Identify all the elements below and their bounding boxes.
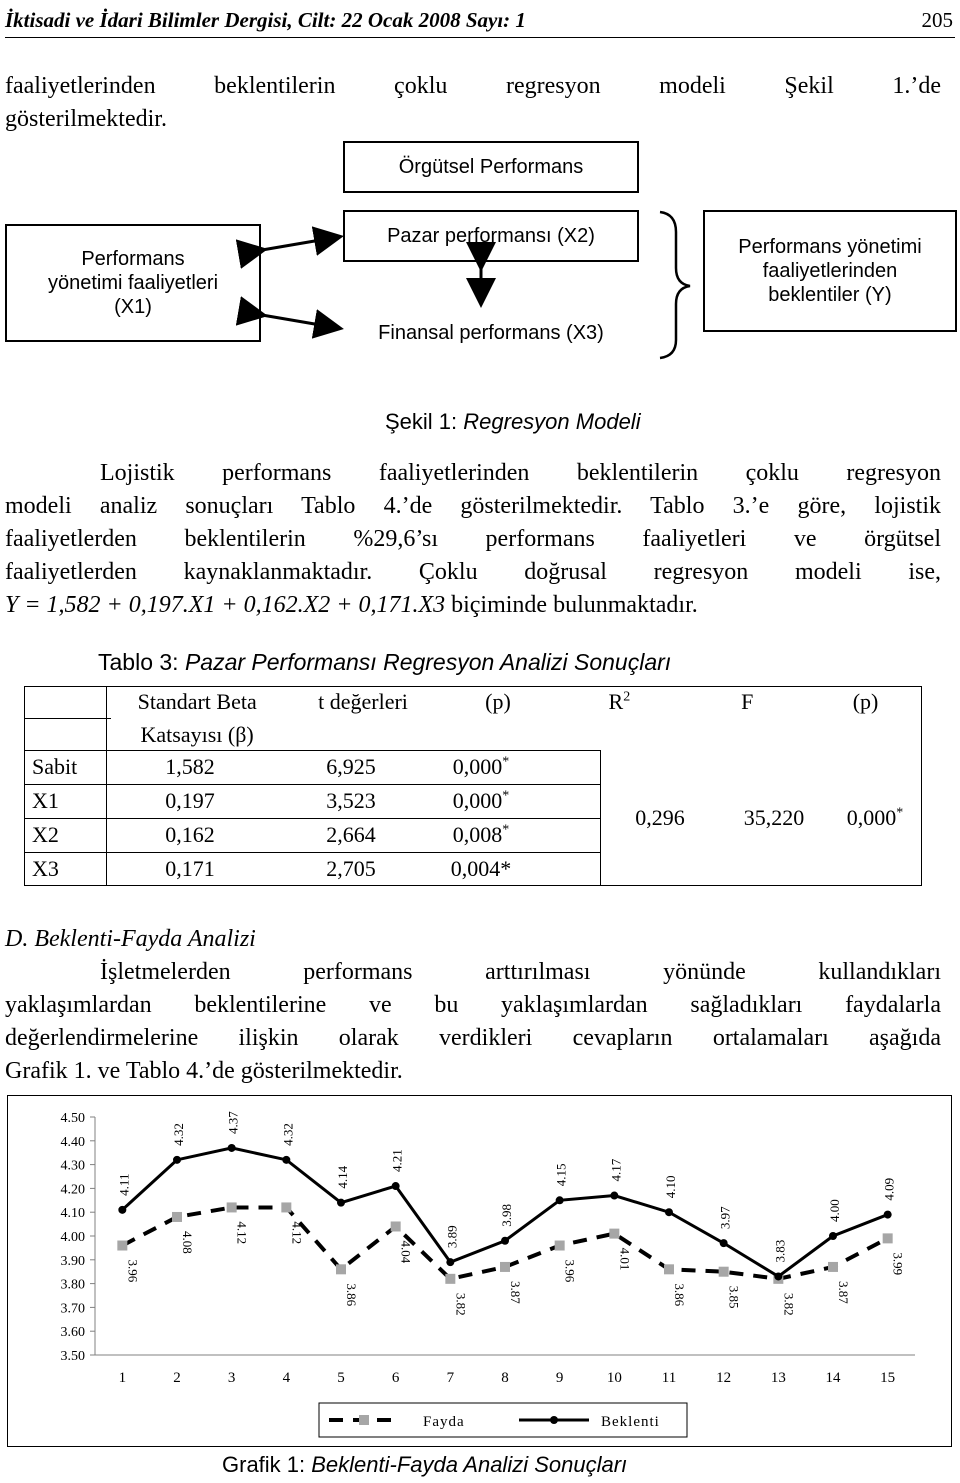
x1-label-line1: Performans	[81, 248, 185, 270]
beta-cell-text: 1,582	[165, 754, 215, 779]
header-t: t değerleri	[318, 689, 408, 715]
header-r2-label: R	[608, 689, 624, 715]
beklenti-point	[774, 1272, 782, 1280]
beklenti-point	[556, 1196, 564, 1204]
x-tick-label: 11	[661, 1370, 677, 1386]
x2-label: Pazar performansı (X2)	[387, 225, 595, 247]
table-row	[24, 852, 600, 886]
table-3-caption	[98, 649, 671, 676]
p-value-number: 0,000	[846, 805, 897, 830]
y-tick-label: 4.00	[60, 1230, 85, 1245]
beklenti-data-label: 4.37	[225, 1111, 241, 1134]
beklenti-data-label: 4.32	[280, 1123, 296, 1146]
y-tick-label: 4.30	[60, 1158, 85, 1174]
header-r2-sup: 2	[623, 689, 631, 705]
expectation-benefit-chart	[7, 1095, 952, 1447]
figure-1-caption	[385, 409, 641, 435]
beklenti-data-label: 4.00	[827, 1199, 842, 1222]
fayda-data-label: 4.12	[234, 1221, 250, 1245]
r2-value: 0,296	[635, 805, 685, 830]
section-d-line-2: yaklaşımlardan beklentilerine ve bu yaklaşımlardan sağladıkları faydalarla	[5, 992, 941, 1018]
row-label	[24, 754, 106, 780]
beklenti-data-label: 4.21	[389, 1149, 405, 1173]
beklenti-data-label: 4.10	[663, 1175, 678, 1199]
beklenti-point	[337, 1199, 345, 1207]
beklenti-point	[720, 1239, 728, 1247]
t-cell-text: 2,705	[326, 856, 376, 881]
x-tick-label: 8	[501, 1370, 509, 1386]
fayda-data-label: 4.04	[398, 1240, 414, 1264]
beklenti-data-label: 3.89	[444, 1225, 460, 1249]
fayda-data-label: 4.08	[180, 1230, 195, 1254]
beklenti-point	[173, 1156, 181, 1164]
beklenti-point	[884, 1211, 892, 1219]
fayda-point	[609, 1229, 619, 1239]
t-cell	[274, 754, 428, 780]
row-label	[24, 822, 106, 848]
p-cell	[428, 788, 534, 814]
section-d-line-3: değerlendirmelerine ilişkin olarak verdikleri cevapların ortalamaları aşağıda	[5, 1025, 941, 1051]
x-tick-label: 4	[282, 1370, 291, 1386]
f-value: 35,220	[743, 805, 805, 830]
journal-title: İktisadi ve İdari Bilimler Dergisi, Cilt: 22 Ocak 2008 Sayı: 1	[5, 8, 526, 32]
row-label-text: X3	[32, 856, 59, 881]
beta-cell	[106, 754, 274, 780]
figure-1-caption-title: Regresyon Modeli	[463, 409, 641, 434]
header-f: F	[741, 689, 754, 715]
page-number: 205	[921, 8, 953, 32]
beklenti-point	[228, 1144, 236, 1152]
x1-label-line2: yönetimi faaliyetleri	[47, 272, 219, 294]
beklenti-point	[665, 1208, 673, 1216]
body1-line-4: faaliyetlerden kaynaklanmaktadır. Çoklu doğrusal regresyon modeli ise,	[5, 559, 941, 585]
section-d-line-1: İşletmelerden performans arttırılması yönünde kullandıkları	[100, 959, 941, 985]
x-tick-label: 15	[880, 1370, 896, 1386]
beklenti-point	[829, 1232, 837, 1240]
regression-model-diagram	[0, 0, 960, 380]
x-tick-label: 12	[716, 1370, 732, 1386]
chart-caption-title: Beklenti-Fayda Analizi Sonuçları	[311, 1452, 628, 1477]
fayda-data-label: 4.12	[289, 1221, 305, 1245]
legend-fayda-marker	[359, 1415, 369, 1425]
x-tick-label: 9	[555, 1370, 564, 1386]
fayda-data-label: 3.87	[836, 1280, 851, 1304]
t-cell-text: 3,523	[326, 788, 376, 813]
intro-line-2: gösterilmektedir.	[5, 106, 167, 132]
fayda-point	[172, 1212, 182, 1222]
table-3-caption-title: Pazar Performansı Regresyon Analizi Sonuçları	[184, 649, 672, 675]
legend-beklenti-marker	[550, 1416, 558, 1424]
table-row	[24, 750, 600, 784]
fayda-point	[500, 1262, 510, 1272]
fayda-point	[227, 1202, 237, 1212]
body-paragraph-1	[5, 457, 941, 622]
table-row	[24, 818, 600, 852]
table-3-body	[24, 750, 600, 886]
fayda-point	[883, 1233, 893, 1243]
legend-fayda-label: Fayda	[423, 1414, 465, 1430]
fayda-point	[719, 1267, 729, 1277]
beklenti-point	[118, 1206, 126, 1214]
p-cell	[428, 754, 534, 780]
t-cell	[274, 856, 428, 882]
beta-cell-text: 0,171	[165, 856, 215, 881]
row-label-text: X1	[32, 788, 59, 813]
intro-line-1: faaliyetlerinden beklentilerin çoklu regresyon modeli Şekil 1.’de	[5, 73, 941, 99]
t-cell-text: 2,664	[326, 822, 376, 847]
beklenti-point	[501, 1237, 509, 1245]
beklenti-data-label: 4.15	[553, 1163, 569, 1187]
t-cell	[274, 822, 428, 848]
fayda-point	[281, 1202, 291, 1212]
table-row	[24, 784, 600, 818]
legend-beklenti-label: Beklenti	[601, 1414, 660, 1430]
body1-line-1: Lojistik performans faaliyetlerinden beklentilerin çoklu regresyon	[100, 460, 941, 486]
beklenti-point	[610, 1192, 618, 1200]
header-beta-line2: Katsayısı (β)	[140, 721, 254, 747]
beta-cell	[106, 788, 274, 814]
body1-equation-line	[5, 589, 941, 622]
fayda-data-label: 3.96	[125, 1259, 141, 1283]
fayda-point	[117, 1241, 127, 1251]
p-cell-text: 0,008	[452, 822, 503, 847]
beta-cell-text: 0,162	[165, 822, 215, 847]
fayda-data-label: 3.87	[508, 1280, 523, 1304]
fayda-point	[391, 1221, 401, 1231]
p-cell-text: 0,004*	[450, 856, 512, 881]
p-cell-sup: *	[502, 754, 510, 770]
fayda-data-label: 3.82	[453, 1292, 469, 1316]
regression-equation: Y = 1,582 + 0,197.X1 + 0,162.X2 + 0,171.X3	[5, 592, 446, 618]
p-cell-sup: *	[502, 822, 510, 838]
header-p: (p)	[485, 689, 511, 715]
fayda-data-label: 3.99	[890, 1252, 906, 1276]
table-3-summary	[600, 750, 922, 886]
p-cell-text: 0,000	[452, 788, 503, 813]
section-d-heading: D. Beklenti-Fayda Analizi	[5, 926, 256, 952]
diagram-connectors	[0, 0, 960, 380]
row-label	[24, 856, 106, 882]
y-tick-label: 3.60	[60, 1325, 85, 1341]
fayda-data-label: 3.96	[562, 1259, 578, 1283]
body1-line-3: faaliyetlerden beklentilerin %29,6’sı performans faaliyetleri ve örgütsel	[5, 526, 941, 552]
section-d-line-4: Grafik 1. ve Tablo 4.’de gösterilmektedir.	[5, 1058, 403, 1084]
arrow-x1-x3	[262, 315, 338, 328]
beklenti-data-label: 4.17	[608, 1158, 624, 1182]
header-p2: (p)	[852, 689, 879, 715]
beklenti-data-label: 4.14	[335, 1165, 350, 1189]
x-tick-label: 5	[337, 1370, 345, 1386]
t-cell-text: 6,925	[326, 754, 376, 779]
brace-bracket	[660, 212, 690, 358]
beklenti-point	[282, 1156, 290, 1164]
x-tick-label: 6	[391, 1370, 400, 1386]
x-tick-label: 2	[173, 1370, 181, 1386]
beta-cell-text: 0,197	[165, 788, 215, 813]
p-cell	[428, 822, 534, 848]
fayda-point	[445, 1274, 455, 1284]
y-tick-label: 4.50	[60, 1111, 85, 1126]
beklenti-data-label: 4.32	[171, 1123, 186, 1146]
arrow-x1-x2	[262, 237, 338, 250]
y-label-line3: beklentiler (Y)	[768, 284, 892, 306]
org-performance-label: Örgütsel Performans	[398, 156, 584, 178]
t-cell	[274, 788, 428, 814]
beklenti-point	[392, 1182, 400, 1190]
y-label-line1: Performans yönetimi	[738, 236, 922, 258]
header-beta-line1: Standart Beta	[137, 689, 257, 715]
chart-caption	[222, 1452, 627, 1478]
fayda-point	[828, 1262, 838, 1272]
row-label-text: Sabit	[32, 754, 78, 779]
row-label-text: X2	[32, 822, 59, 847]
p-cell	[428, 856, 534, 882]
fayda-point	[336, 1264, 346, 1274]
figure-1-caption-prefix: Şekil 1:	[385, 409, 464, 434]
beta-cell	[106, 856, 274, 882]
y-tick-label: 3.80	[60, 1277, 85, 1293]
x-tick-label: 14	[825, 1370, 841, 1386]
section-d	[5, 923, 941, 1088]
p-value	[828, 805, 922, 831]
fayda-data-label: 3.85	[726, 1285, 742, 1309]
y-tick-label: 3.50	[60, 1349, 85, 1364]
beklenti-data-label: 4.09	[881, 1177, 897, 1201]
x-tick-label: 10	[606, 1370, 622, 1386]
beklenti-data-label: 4.11	[116, 1173, 132, 1196]
x1-label-line3: (X1)	[114, 296, 152, 318]
table-3-caption-prefix: Tablo 3:	[98, 649, 185, 675]
beta-cell	[106, 822, 274, 848]
chart-caption-prefix: Grafik 1:	[222, 1452, 312, 1477]
fayda-data-label: 3.82	[781, 1292, 797, 1316]
row-label	[24, 788, 106, 814]
fayda-point	[664, 1264, 674, 1274]
y-tick-label: 4.20	[60, 1182, 85, 1198]
y-tick-label: 4.40	[60, 1134, 85, 1150]
fayda-data-label: 3.86	[344, 1283, 359, 1307]
x3-label: Finansal performans (X3)	[378, 322, 604, 344]
y-label-line2: faaliyetlerinden	[762, 260, 898, 282]
p-value-sup: *	[896, 805, 904, 821]
y-tick-label: 3.90	[60, 1253, 85, 1269]
x-tick-label: 3	[227, 1370, 236, 1386]
equation-suffix: biçiminde bulunmaktadır.	[451, 592, 698, 618]
fayda-data-label: 4.01	[617, 1247, 633, 1271]
beklenti-point	[446, 1258, 454, 1266]
x-tick-label: 7	[446, 1370, 455, 1386]
x-tick-label: 13	[770, 1370, 786, 1386]
p-cell-sup: *	[502, 788, 510, 804]
x-tick-label: 1	[118, 1370, 127, 1386]
table-3	[24, 686, 922, 886]
p-cell-text: 0,000	[452, 754, 503, 779]
beklenti-data-label: 3.98	[499, 1204, 514, 1227]
fayda-data-label: 3.86	[672, 1283, 687, 1307]
body1-line-2: modeli analiz sonuçları Tablo 4.’de gösterilmektedir. Tablo 3.’e göre, lojistik	[5, 493, 941, 519]
y-tick-label: 3.70	[60, 1301, 85, 1317]
beklenti-data-label: 3.83	[772, 1239, 788, 1263]
fayda-point	[555, 1241, 565, 1251]
beklenti-data-label: 3.97	[717, 1206, 733, 1230]
y-tick-label: 4.10	[60, 1206, 85, 1222]
